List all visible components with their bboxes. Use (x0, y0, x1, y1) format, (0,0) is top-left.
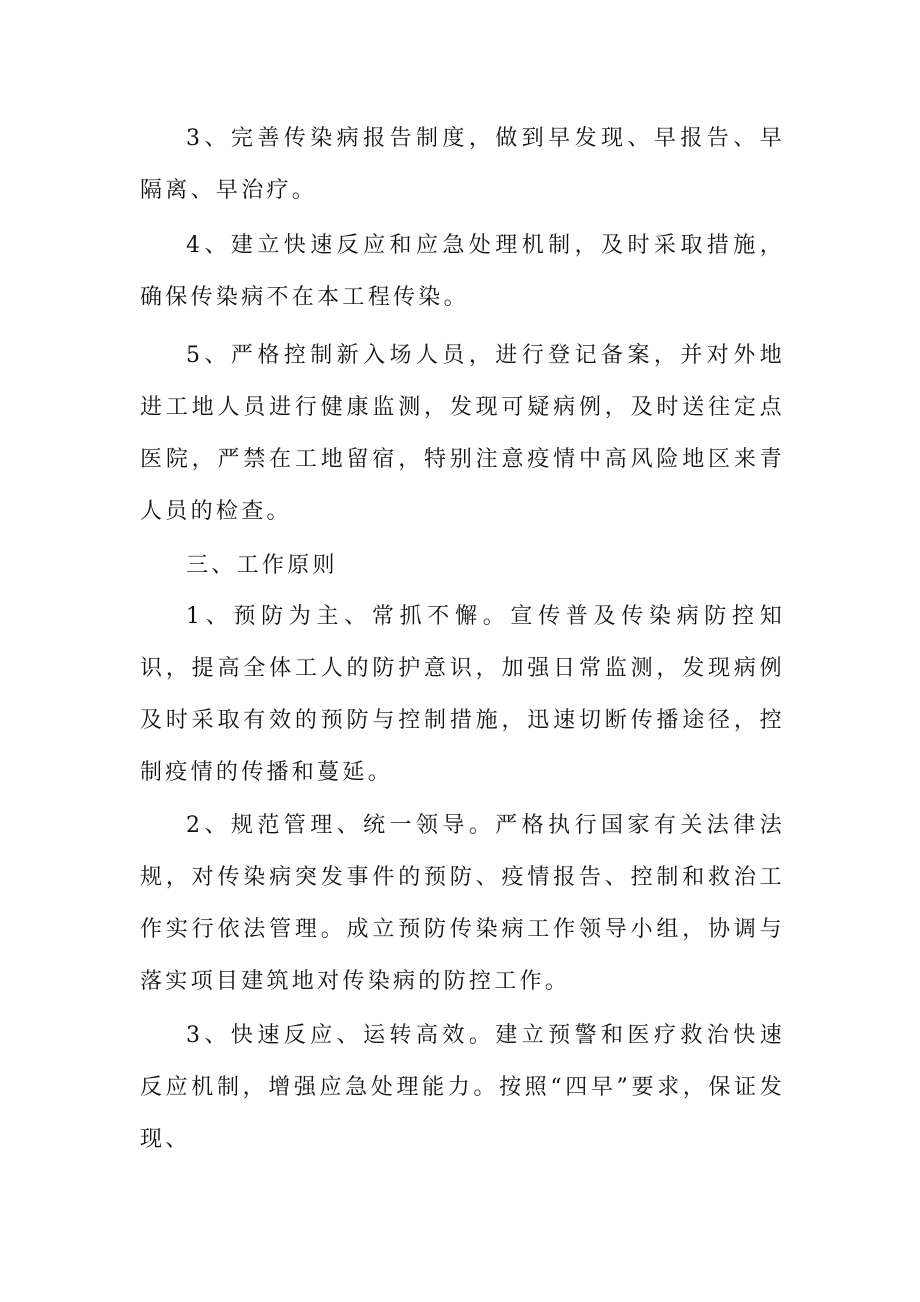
paragraph-item-4-response: 4、建立快速反应和应急处理机制，及时采取措施，确保传染病不在本工程传染。 (140, 233, 785, 310)
section-heading-work-principles: 三、工作原则 (186, 553, 338, 578)
paragraph-item-5-entry-control: 5、严格控制新入场人员，进行登记备案，并对外地进工地人员进行健康监测，发现可疑病例，及时送往定点医院，严禁在工地留宿，特别注意疫情中高风险地区来青人员的检查。 (140, 343, 785, 524)
paragraph-item-3-reporting: 3、完善传染病报告制度，做到早发现、早报告、早隔离、早治疗。 (140, 126, 785, 203)
paragraph-principle-1: 1、预防为主、常抓不懈。宣传普及传染病防控知识，提高全体工人的防护意识，加强日常监测，发现病例及时采取有效的预防与控制措施，迅速切断传播途径，控制疫情的传播和蔓延。 (140, 604, 785, 785)
paragraph-principle-2: 2、规范管理、统一领导。严格执行国家有关法律法规，对传染病突发事件的预防、疫情报告、控制和救治工作实行依法管理。成立预防传染病工作领导小组，协调与落实项目建筑地对传染病的防控工作。 (140, 813, 785, 994)
paragraph-principle-3: 3、快速反应、运转高效。建立预警和医疗救治快速反应机制，增强应急处理能力。按照“四早”要求，保证发现、 (140, 1023, 785, 1152)
